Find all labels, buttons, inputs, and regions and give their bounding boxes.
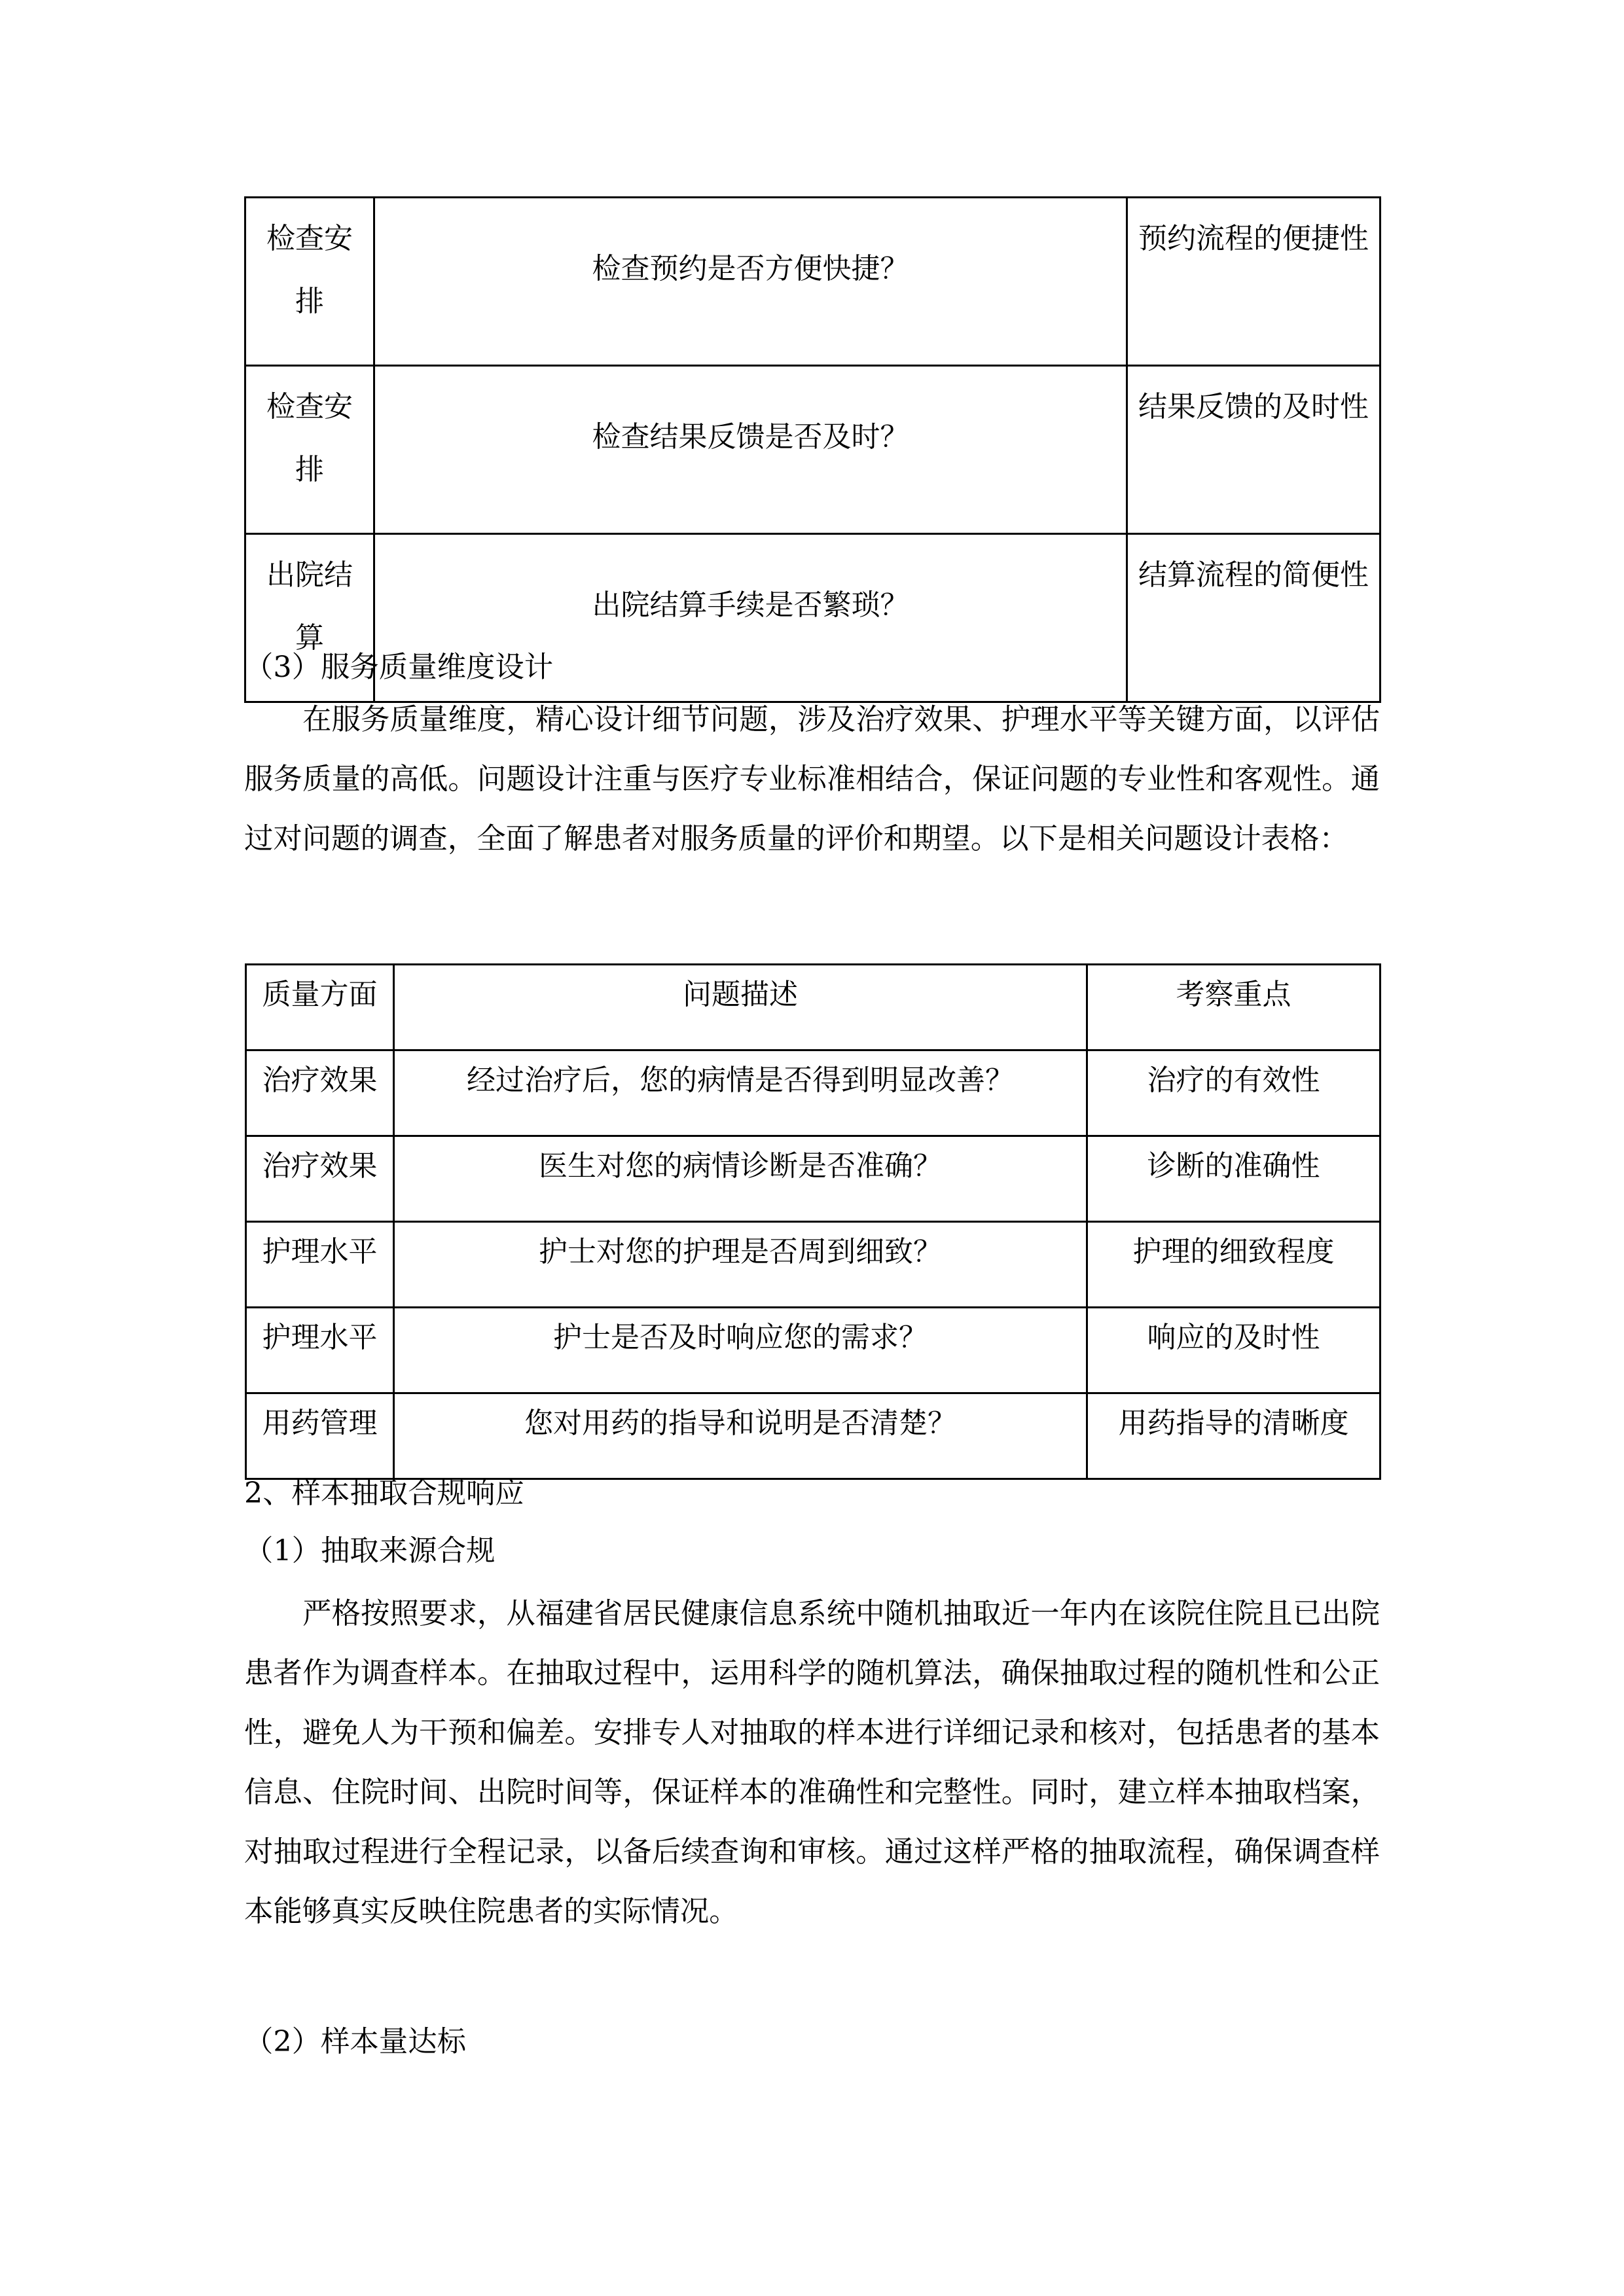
section-2-1-heading: （1）抽取来源合规 [244, 1534, 496, 1568]
section-2-2-heading: （2）样本量达标 [244, 2025, 466, 2058]
cell-focus: 用药指导的清晰度 [1087, 1393, 1380, 1479]
cell-question: 护士是否及时响应您的需求？ [394, 1308, 1087, 1393]
cell-question: 出院结算手续是否繁琐？ [374, 534, 1127, 702]
cell-question: 检查结果反馈是否及时？ [374, 366, 1127, 534]
section-2-heading: 2、样本抽取合规响应 [244, 1477, 524, 1510]
table-process-questions-continued [244, 196, 1381, 703]
cell-focus: 结算流程的简便性 [1127, 534, 1380, 702]
cell-aspect: 治疗效果 [246, 1136, 394, 1222]
cell-focus: 预约流程的便捷性 [1127, 198, 1380, 366]
cell-aspect: 检查安排 [245, 366, 374, 534]
table-service-quality [245, 963, 1381, 1480]
cell-aspect: 出院结算 [245, 534, 374, 702]
header-aspect: 质量方面 [246, 965, 394, 1050]
cell-aspect: 用药管理 [246, 1393, 394, 1479]
table-row [245, 198, 1380, 366]
cell-question: 医生对您的病情诊断是否准确？ [394, 1136, 1087, 1222]
table-row [246, 1050, 1380, 1136]
cell-aspect: 护理水平 [246, 1222, 394, 1308]
cell-focus: 护理的细致程度 [1087, 1222, 1380, 1308]
cell-aspect: 治疗效果 [246, 1050, 394, 1136]
cell-question: 经过治疗后，您的病情是否得到明显改善？ [394, 1050, 1087, 1136]
header-focus: 考察重点 [1087, 965, 1380, 1050]
table-row [246, 1308, 1380, 1393]
cell-question: 您对用药的指导和说明是否清楚？ [394, 1393, 1087, 1479]
section-2-1-paragraph: 严格按照要求，从福建省居民健康信息系统中随机抽取近一年内在该院住院且已出院患者作为调查样本。在抽取过程中，运用科学的随机算法，确保抽取过程的随机性和公正性，避免人为干预和偏差。安排专人对抽取的样本进行详细记录和核对，包括患者的基本信息、住院时间、出院时间等，保证样本的准确性和完整性。同时，建立样本抽取档案，对抽取过程进行全程记录，以备后续查询和审核。通过这样严格的抽取流程，确保调查样本能够真实反映住院患者的实际情况。 [244, 1597, 1380, 1928]
cell-focus: 结果反馈的及时性 [1127, 366, 1380, 534]
cell-aspect: 护理水平 [246, 1308, 394, 1393]
cell-aspect: 检查安排 [245, 198, 374, 366]
section-3-heading: （3）服务质量维度设计 [244, 651, 554, 684]
table-row [246, 1393, 1380, 1479]
table-header-row [246, 965, 1380, 1050]
cell-focus: 治疗的有效性 [1087, 1050, 1380, 1136]
header-question: 问题描述 [394, 965, 1087, 1050]
table-row [246, 1222, 1380, 1308]
cell-question: 护士对您的护理是否周到细致？ [394, 1222, 1087, 1308]
section-3-paragraph: 在服务质量维度，精心设计细节问题，涉及治疗效果、护理水平等关键方面，以评估服务质量的高低。问题设计注重与医疗专业标准相结合，保证问题的专业性和客观性。通过对问题的调查，全面了解患者对服务质量的评价和期望。以下是相关问题设计表格： [244, 703, 1380, 855]
cell-focus: 响应的及时性 [1087, 1308, 1380, 1393]
cell-question: 检查预约是否方便快捷？ [374, 198, 1127, 366]
table-row [246, 1136, 1380, 1222]
table-row [245, 366, 1380, 534]
cell-focus: 诊断的准确性 [1087, 1136, 1380, 1222]
